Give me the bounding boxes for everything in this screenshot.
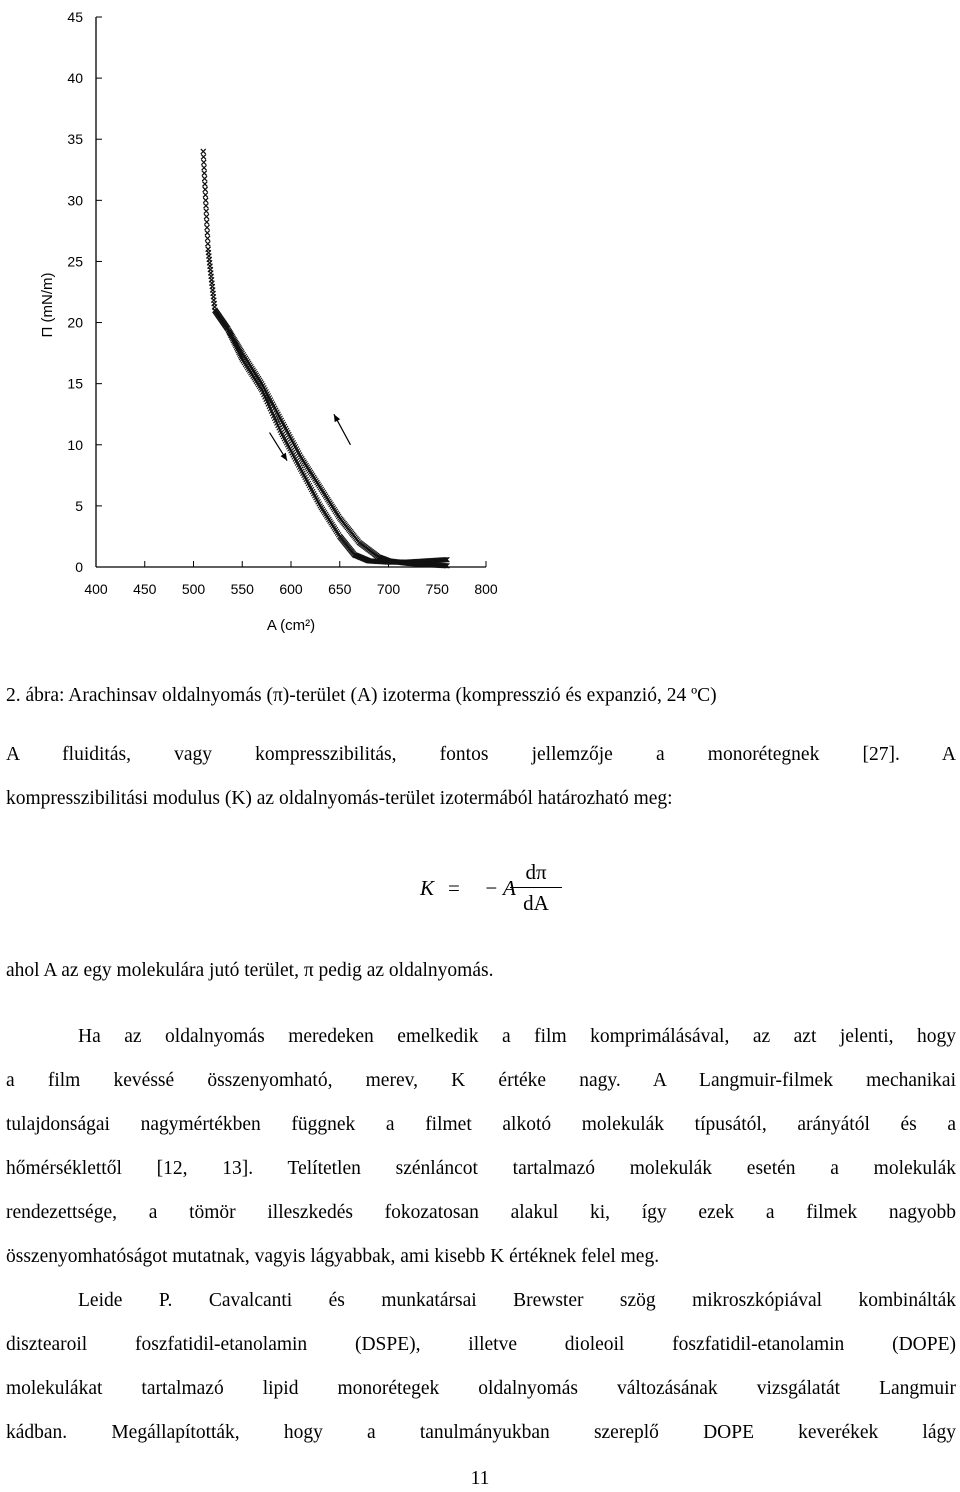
chart-axes — [96, 17, 486, 567]
y-tick-label: 45 — [67, 9, 83, 25]
body-line: Leide P. Cavalcanti és munkatársai Brewster szög mikroszkópiával kombinálták — [78, 1290, 956, 1311]
x-tick-label: 550 — [230, 581, 254, 597]
data-point — [203, 193, 208, 198]
data-point — [201, 160, 206, 165]
page-number: 11 — [470, 1468, 490, 1489]
arrowhead-icon — [281, 453, 288, 461]
data-point — [202, 176, 207, 181]
data-point — [205, 236, 210, 241]
data-point — [202, 165, 207, 170]
compressibility-formula — [420, 858, 580, 922]
figure-caption: 2. ábra: Arachinsav oldalnyomás (π)-terület (A) izoterma (kompresszió és expanzió, 24 ºC) — [6, 685, 717, 706]
y-tick-label: 10 — [67, 436, 83, 453]
isotherm-chart — [0, 0, 960, 650]
paragraph-line-1: A fluiditás, vagy kompresszibilitás, fontos jellemzője a monorétegnek [27]. A — [6, 744, 956, 765]
x-tick-label: 450 — [133, 581, 157, 597]
formula-minus-a: − A — [484, 876, 516, 900]
data-point — [204, 214, 209, 219]
data-point — [202, 171, 207, 176]
body-line: disztearoil foszfatidil-etanolamin (DSPE), illetve dioleoil foszfatidil-etanolamin (DOPE) — [6, 1334, 956, 1355]
data-point — [204, 209, 209, 214]
formula-numerator: dπ — [525, 860, 547, 884]
y-tick-label: 5 — [75, 497, 83, 514]
data-point — [202, 182, 207, 187]
data-point — [201, 149, 206, 154]
body-line: rendezettsége, a tömör illeszkedés fokozatosan alakul ki, így ezek a filmek nagyobb — [6, 1202, 956, 1223]
formula-fraction — [510, 858, 562, 917]
y-tick-label: 40 — [67, 70, 83, 87]
data-point — [203, 187, 208, 192]
x-tick-label: 600 — [279, 581, 303, 597]
y-tick-label: 15 — [67, 375, 83, 392]
paragraph-line-2: kompresszibilitási modulus (K) az oldalnyomás-terület izotermából határozható meg: — [6, 788, 673, 809]
fraction-bar — [510, 887, 562, 888]
x-tick-label: 750 — [425, 581, 449, 597]
body-line: molekulákat tartalmazó lipid monorétegek oldalnyomás változásának vizsgálatát Langmuir — [6, 1378, 956, 1399]
data-point — [205, 241, 210, 246]
y-tick-label: 20 — [67, 314, 83, 331]
data-point — [204, 203, 209, 208]
y-axis-label: Π (mN/m) — [39, 272, 56, 338]
definition-line: ahol A az egy molekulára jutó terület, π pedig az oldalnyomás. — [6, 960, 494, 981]
data-point — [205, 225, 210, 230]
y-tick-label: 35 — [67, 131, 83, 148]
data-point — [204, 220, 209, 225]
body-line: hőmérséklettől [12, 13]. Telítetlen szénláncot tartalmazó molekulák esetén a molekulák — [6, 1158, 956, 1179]
body-line: Ha az oldalnyomás meredeken emelkedik a film komprimálásával, az azt jelenti, hogy — [78, 1026, 956, 1047]
x-tick-label: 500 — [181, 581, 206, 597]
y-tick-label: 30 — [67, 192, 83, 209]
x-tick-label: 700 — [376, 581, 401, 597]
data-point — [203, 198, 208, 203]
body-line: a film kevéssé összenyomható, merev, K értéke nagy. A Langmuir-filmek mechanikai — [6, 1070, 956, 1091]
x-tick-label: 400 — [84, 581, 108, 597]
y-tick-label: 0 — [75, 559, 83, 575]
body-line: összenyomhatóságot mutatnak, vagyis lágyabbak, ami kisebb K értéknek felel meg. — [6, 1246, 660, 1267]
data-point — [205, 231, 210, 236]
formula-denominator: dA — [523, 891, 549, 915]
data-point — [201, 154, 206, 159]
x-axis-label: A (cm²) — [266, 617, 316, 634]
body-line: tulajdonságai nagymértékben függnek a filmet alkotó molekulák típusától, arányától és a — [6, 1114, 956, 1135]
formula-k: K — [420, 876, 435, 900]
formula-equals: = — [448, 876, 460, 900]
chart-points — [201, 149, 450, 568]
body-line: kádban. Megállapították, hogy a tanulmányukban szereplő DOPE keverékek lágy — [6, 1422, 956, 1443]
x-tick-label: 800 — [474, 581, 498, 597]
x-tick-label: 650 — [328, 581, 352, 597]
y-tick-label: 25 — [67, 253, 83, 270]
chart-ticks — [67, 9, 497, 597]
